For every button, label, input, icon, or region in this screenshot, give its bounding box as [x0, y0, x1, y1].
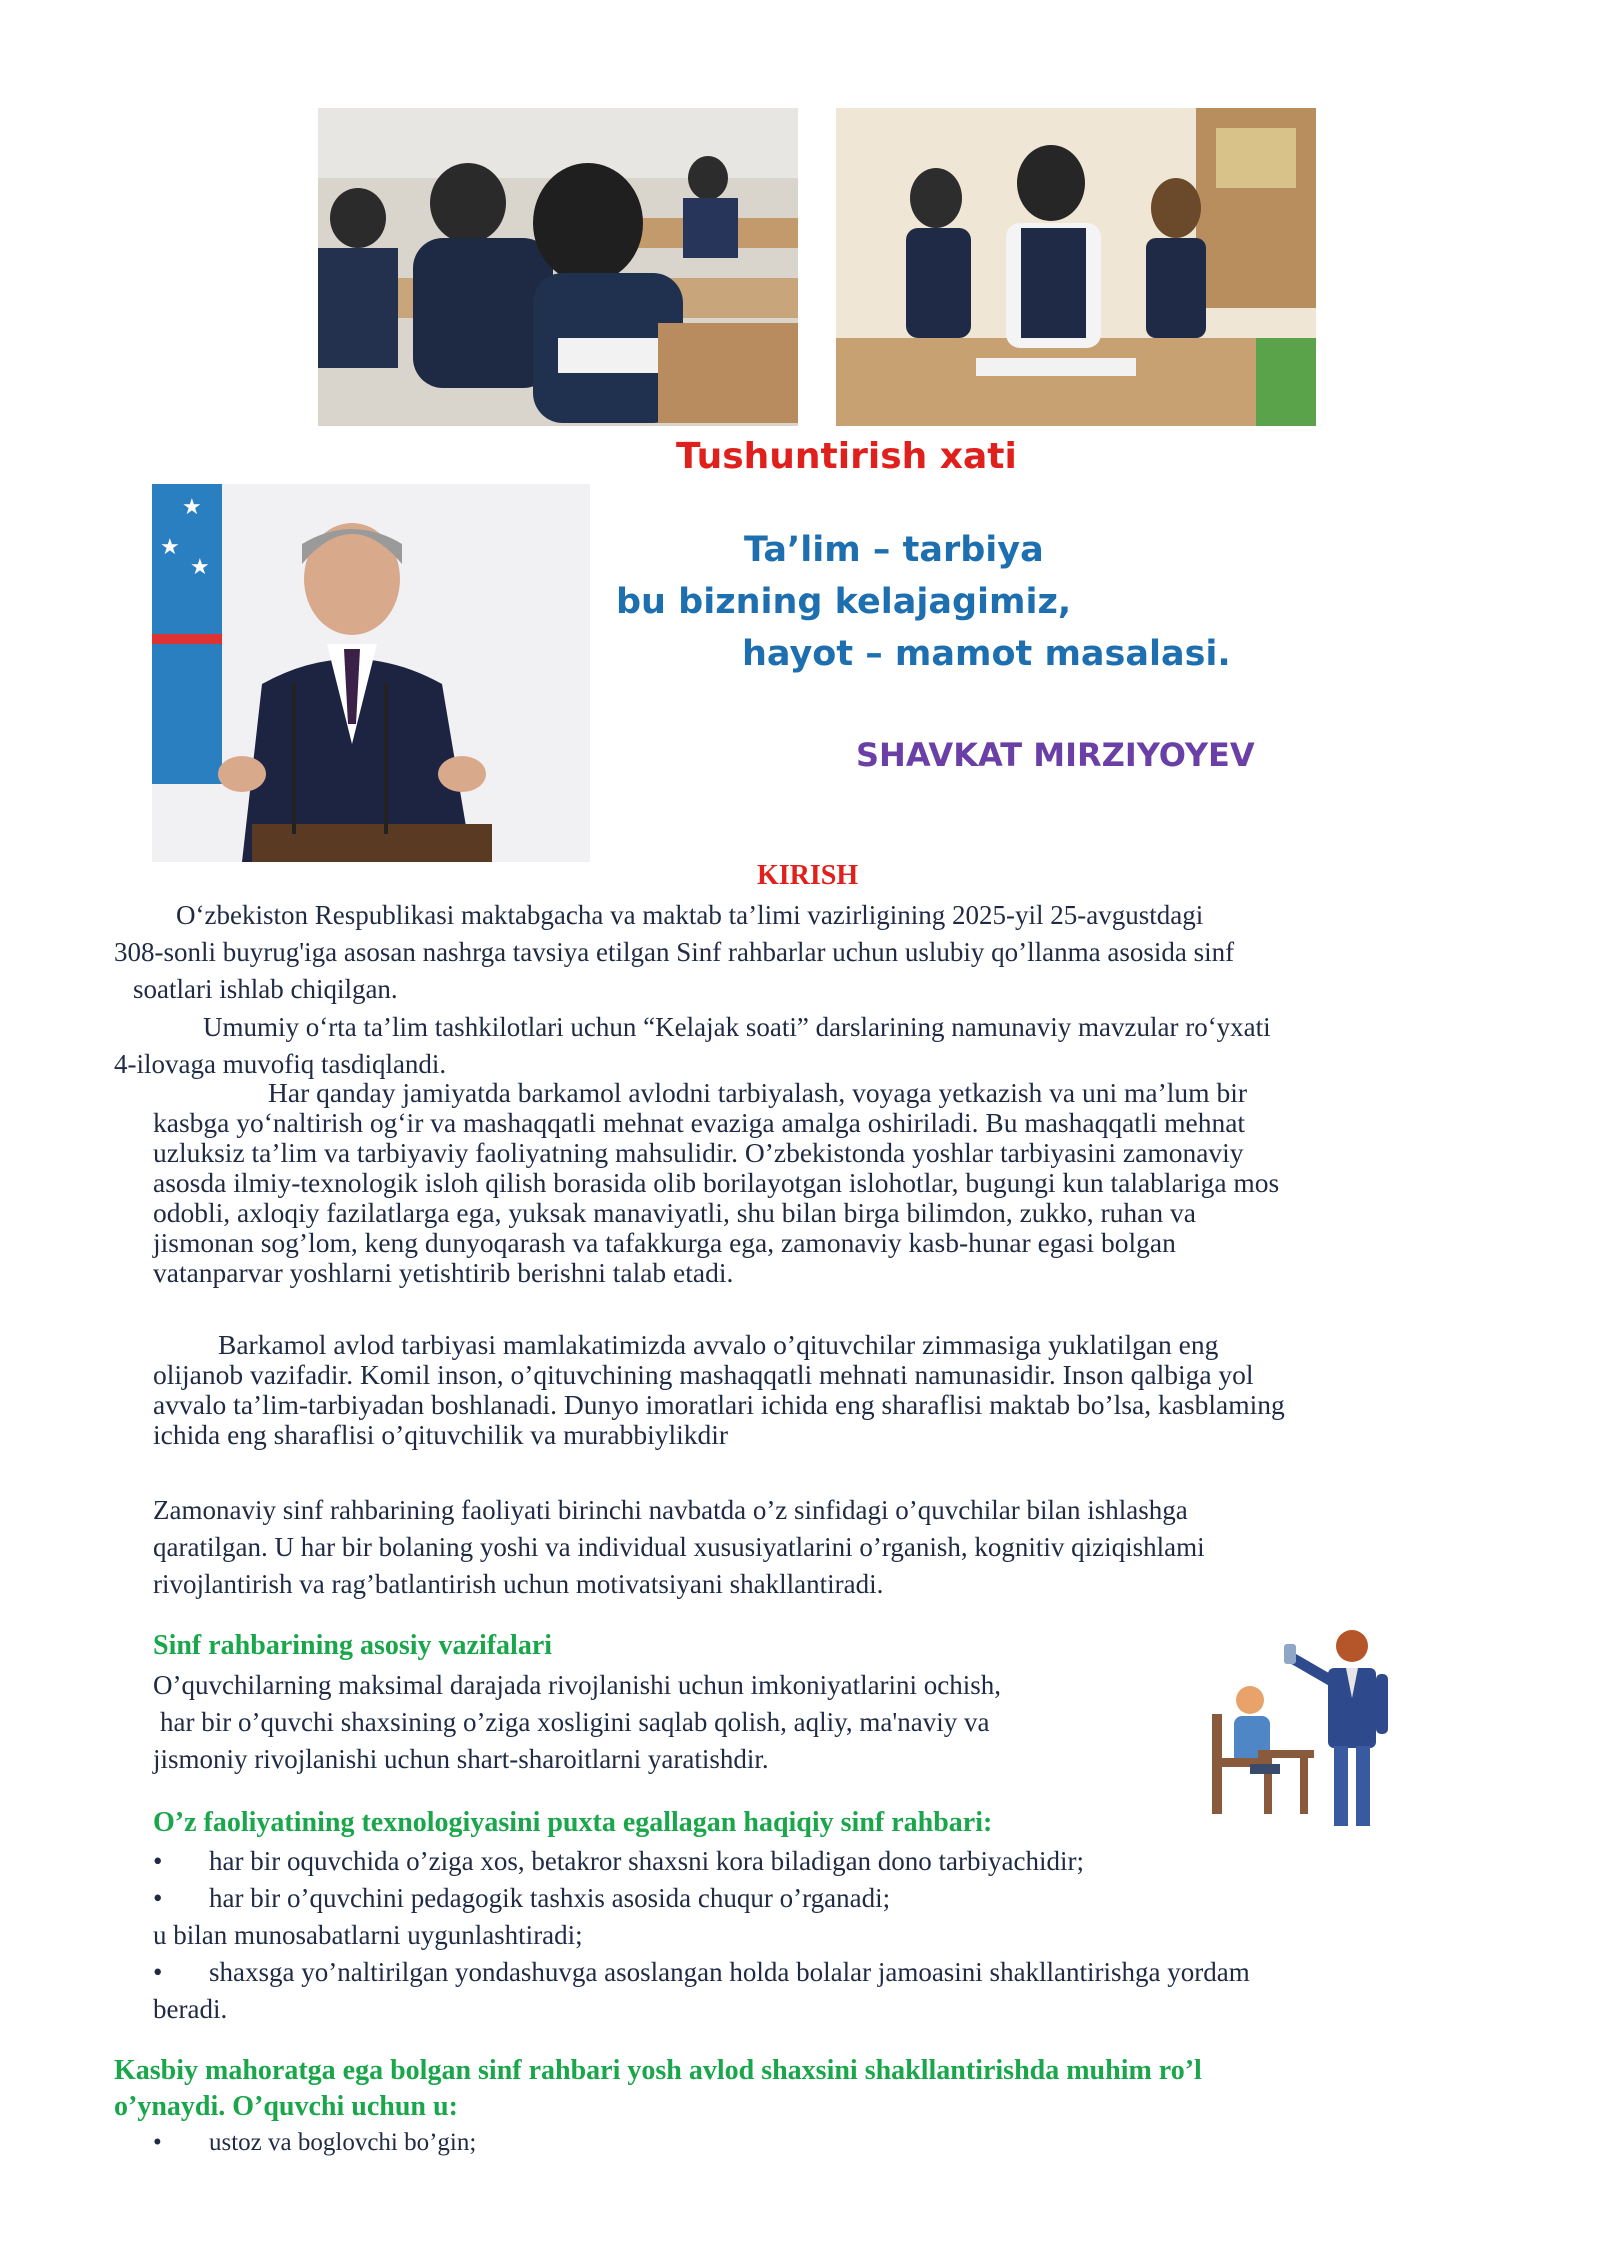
bullet-icon: • [153, 1957, 163, 1987]
svg-text:★: ★ [160, 535, 180, 560]
teacher-student-icon [1200, 1618, 1410, 1828]
intro-line: kasbga yo‘naltirish og‘ir va mashaqqatli mehnat evaziga amalga oshiriladi. Bu mashaqqatli mehnat [153, 1107, 1246, 1138]
intro-line: asosda ilmiy-texnologik isloh qilish borasida olib borilayotgan islohotlar, bugungi kun talablariga mos [153, 1167, 1280, 1198]
intro-line: Barkamol avlod tarbiyasi mamlakatimizda avvalo o’qituvchilar zimmasiga yuklatilgan eng [218, 1329, 1219, 1360]
section-heading-duties: Sinf rahbarining asosiy vazifalari [153, 1630, 553, 1661]
bullet-icon: • [153, 1846, 163, 1876]
intro-line: Zamonaviy sinf rahbarining faoliyati birinchi navbatda o’z sinfidagi o’quvchilar bilan ishlashga [153, 1495, 1188, 1525]
intro-line: rivojlantirish va rag’batlantirish uchun motivatsiyani shakllantiradi. [153, 1569, 884, 1599]
section-heading-teacher: O’z faoliyatining texnologiyasini puxta egallagan haqiqiy sinf rahbari: [153, 1807, 993, 1838]
svg-text:★: ★ [182, 495, 202, 520]
intro-line: ichida eng sharaflisi o’qituvchilik va murabbiylikdir [153, 1419, 729, 1450]
intro-line: olijanob vazifadir. Komil inson, o’qituvchining mashaqqatli mehnati namunasidir. Inson qalbiga yol [153, 1359, 1254, 1390]
list-item-text: shaxsga yo’naltirilgan yondashuvga asoslangan holda bolalar jamoasini shakllantirishga yordam [209, 1957, 1250, 1987]
intro-line: soatlari ishlab chiqilgan. [133, 974, 398, 1004]
intro-line: 308-sonli buyrug'iga asosan nashrga tavsiya etilgan Sinf rahbarlar uchun uslubiy qo’llanma asosida sinf [114, 937, 1235, 967]
quote-line-2: bu bizning kelajagimiz, [616, 582, 1072, 622]
intro-line: jismonan sog’lom, keng dunyoqarash va tafakkurga ega, zamonaviy kasb-hunar egasi bolgan [153, 1227, 1176, 1258]
intro-line: Har qanday jamiyatda barkamol avlodni tarbiyalash, voyaga yetkazish va uni ma’lum bir [268, 1077, 1247, 1108]
students-exam-photo [318, 108, 798, 426]
list-item-text: har bir o’quvchini pedagogik tashxis asosida chuqur o’rganadi; [209, 1883, 891, 1913]
intro-line: qaratilgan. U har bir bolaning yoshi va individual xususiyatlarini o’rganish, kognitiv qiziqishlami [153, 1532, 1205, 1562]
intro-line: odobli, axloqiy fazilatlarga ega, yuksak manaviyatli, shu bilan birga bilimdon, zukko, ruhan va [153, 1197, 1196, 1228]
closing-heading-line: Kasbiy mahoratga ega bolgan sinf rahbari yosh avlod shaxsini shakllantirishda muhim ro’l [114, 2055, 1202, 2086]
svg-text:★: ★ [190, 555, 210, 580]
list-item-text: har bir oquvchida o’ziga xos, betakror shaxsni kora biladigan dono tarbiyachidir; [209, 1846, 1084, 1876]
quote-line-1: Ta’lim – tarbiya [744, 530, 1044, 570]
page-title: Tushuntirish xati [676, 436, 1017, 477]
list-item-continuation: beradi. [153, 1994, 228, 2024]
section-heading-kirish: KIRISH [757, 860, 859, 891]
quote-author: SHAVKAT MIRZIYOYEV [856, 736, 1255, 774]
list-item-text: ustoz va boglovchi bo’gin; [209, 2129, 477, 2156]
bullet-icon: • [153, 1883, 163, 1913]
list-item-continuation: u bilan munosabatlarni uygunlashtiradi; [153, 1920, 583, 1950]
students-classroom-photo [836, 108, 1316, 426]
duties-line: jismoniy rivojlanishi uchun shart-sharoitlarni yaratishdir. [153, 1744, 769, 1774]
intro-line: uzluksiz ta’lim va tarbiyaviy faoliyatning mahsulidir. O’zbekistonda yoshlar tarbiyasini zamonaviy [153, 1137, 1244, 1168]
president-speech-photo [152, 484, 590, 862]
intro-line: Umumiy o‘rta ta’lim tashkilotlari uchun “Kelajak soati” darslarining namunaviy mavzular ro‘yxati [203, 1012, 1271, 1042]
quote-line-3: hayot – mamot masalasi. [742, 634, 1231, 674]
intro-line: 4-ilovaga muvofiq tasdiqlandi. [114, 1049, 447, 1079]
bullet-icon: • [153, 2129, 162, 2156]
intro-line: vatanparvar yoshlarni yetishtirib berishni talab etadi. [153, 1257, 734, 1288]
intro-line: avvalo ta’lim-tarbiyadan boshlanadi. Dunyo imoratlari ichida eng sharaflisi maktab bo’lsa, kasblaming [153, 1389, 1285, 1420]
duties-line: O’quvchilarning maksimal darajada rivojlanishi uchun imkoniyatlarini ochish, [153, 1670, 1002, 1700]
intro-line: O‘zbekiston Respublikasi maktabgacha va maktab ta’limi vazirligining 2025-yil 25-avgustdagi [176, 900, 1204, 930]
duties-line: har bir o’quvchi shaxsining o’ziga xosligini saqlab qolish, aqliy, ma'naviy va [160, 1707, 990, 1737]
closing-heading-line: o’ynaydi. O’quvchi uchun u: [114, 2091, 458, 2122]
